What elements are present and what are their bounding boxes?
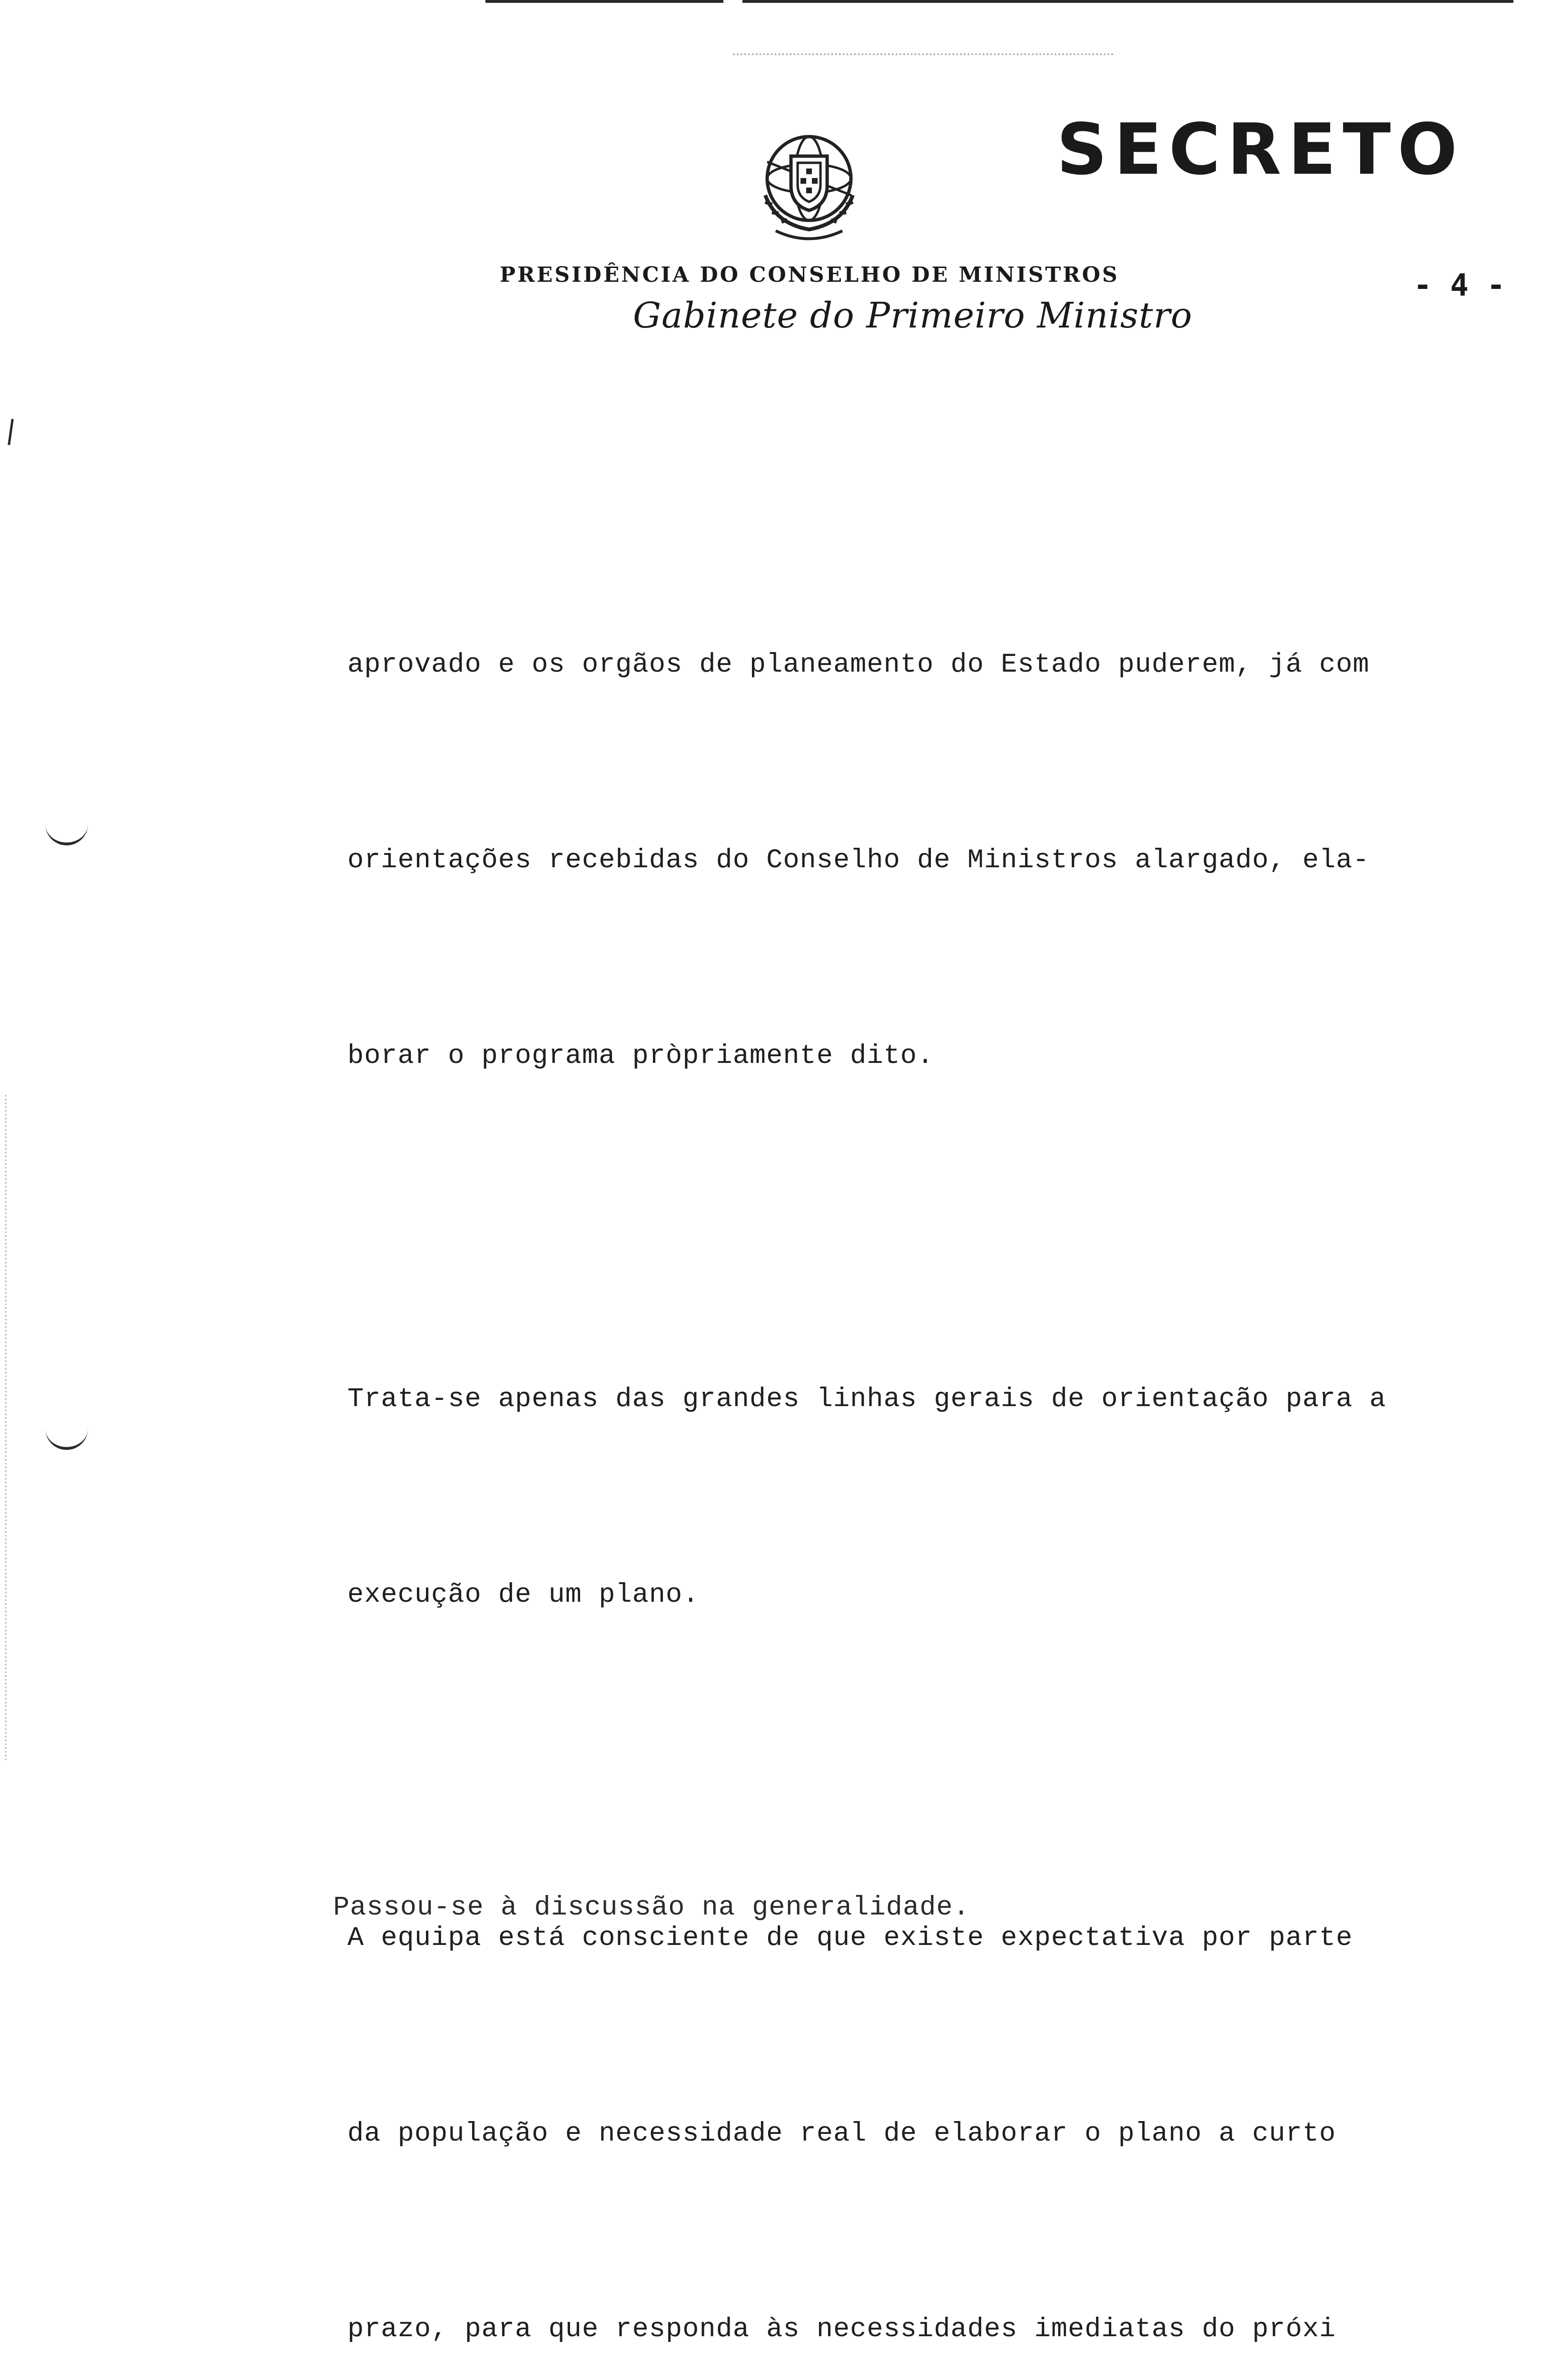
body-text [347,502,1480,2380]
classification-stamp: SECRETO [1057,109,1464,190]
text-line: aprovado e os orgãos de planeamento do Estado puderem, já com [347,650,1370,680]
text-line: prazo, para que responda às necessidades imediatas do próxi [347,2314,1336,2345]
margin-artifact-dots [5,1095,9,1761]
text-line: A equipa está consciente de que existe expectativa por parte [347,1923,1353,1954]
text-line: Trata-se apenas das grandes linhas gerais de orientação para a [347,1384,1386,1415]
paragraph [347,502,1480,1220]
text-line: borar o programa pròpriamente dito. [347,1041,934,1071]
portuguese-coat-of-arms-icon [747,129,871,243]
page-number: - 4 - [1413,268,1505,303]
scan-artifact-line [485,0,723,3]
closing-line: Passou-se à discussão na generalidade. [333,1893,970,1923]
text-line: da população e necessidade real de elaborar o plano a curto [347,2119,1336,2149]
text-line: execução de um plano. [347,1580,700,1610]
margin-artifact-mark [45,1428,88,1450]
cabinet-name: Gabinete do Primeiro Ministro [633,295,1193,336]
scan-artifact-line [742,0,1513,3]
margin-artifact-mark [45,823,88,845]
paragraph [347,1775,1480,2380]
margin-artifact-tick [8,419,14,445]
text-line: orientações recebidas do Conselho de Ministros alargado, ela- [347,845,1370,876]
scan-artifact-dots [733,53,1114,57]
paragraph [347,1237,1480,1758]
organization-name: PRESIDÊNCIA DO CONSELHO DE MINISTROS [500,263,1119,287]
